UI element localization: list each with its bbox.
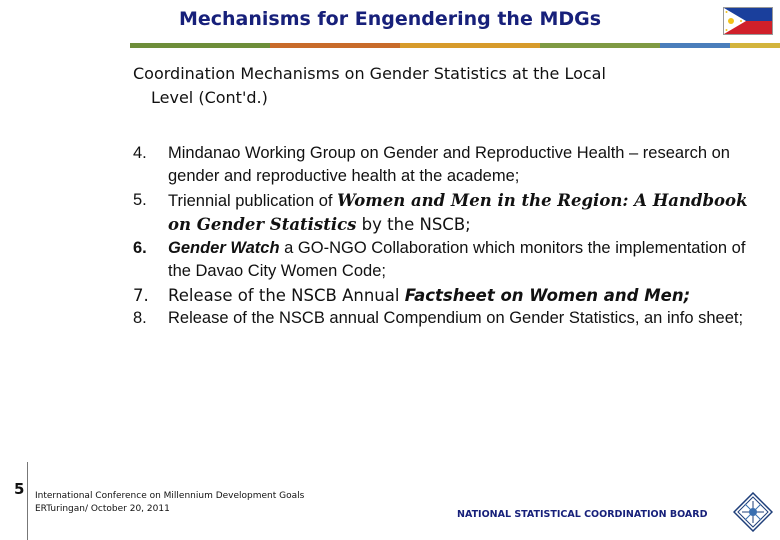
- list-item: [133, 307, 753, 330]
- stripe-orange: [270, 43, 400, 48]
- program-name: Gender Watch: [168, 239, 280, 258]
- stripe-green: [130, 43, 270, 48]
- philippine-flag-icon: [723, 7, 773, 35]
- list-item: [133, 142, 753, 189]
- page-number: 5: [14, 480, 25, 498]
- list-item: [133, 284, 753, 307]
- mechanisms-list: [133, 142, 753, 330]
- list-item-text: Mindanao Working Group on Gender and Reproductive Health – research on gender and reproductive health at the academe;: [168, 144, 730, 186]
- stripe-yellow: [730, 43, 780, 48]
- list-item-number: 5.: [133, 190, 147, 209]
- organization-name: NATIONAL STATISTICAL COORDINATION BOARD: [457, 509, 708, 520]
- list-item-text-pre: Triennial publication of: [168, 191, 338, 210]
- nscb-logo-icon: [733, 492, 773, 532]
- slide-title: Mechanisms for Engendering the MDGs: [178, 8, 602, 30]
- factsheet-title: Factsheet on Women and Men;: [404, 285, 691, 305]
- stripe-gold: [400, 43, 540, 48]
- section-heading-line1: Coordination Mechanisms on Gender Statistics at the Local: [133, 64, 606, 83]
- list-item-text-pre: Release of the NSCB Annual: [168, 285, 405, 305]
- list-item-number: 4.: [133, 144, 147, 162]
- section-heading: [133, 62, 733, 110]
- list-item: [133, 237, 753, 284]
- header-stripes: [130, 43, 780, 48]
- list-item-text: Release of the NSCB annual Compendium on Gender Statistics, an info sheet;: [168, 309, 744, 328]
- list-item-number: 6.: [133, 239, 147, 258]
- section-heading-line2: Level (Cont'd.): [151, 88, 268, 107]
- list-item-text-post: by the NSCB;: [356, 214, 471, 234]
- list-item-text-post: a GO-NGO Collaboration which monitors the implementation of the Davao City Women Code;: [168, 239, 746, 281]
- author-date: ERTuringan/ October 20, 2011: [35, 504, 170, 514]
- list-item-number: 7.: [133, 285, 149, 305]
- stripe-blue: [660, 43, 730, 48]
- list-item: [133, 189, 753, 238]
- footer-conference: [35, 490, 304, 516]
- footer-divider: [27, 462, 28, 540]
- publication-title: Women and Men in the Region: A Handbook on Gender Statistics: [168, 190, 748, 234]
- list-item-number: 8.: [133, 309, 147, 328]
- stripe-olive: [540, 43, 660, 48]
- conference-name: International Conference on Millennium Development Goals: [35, 491, 305, 501]
